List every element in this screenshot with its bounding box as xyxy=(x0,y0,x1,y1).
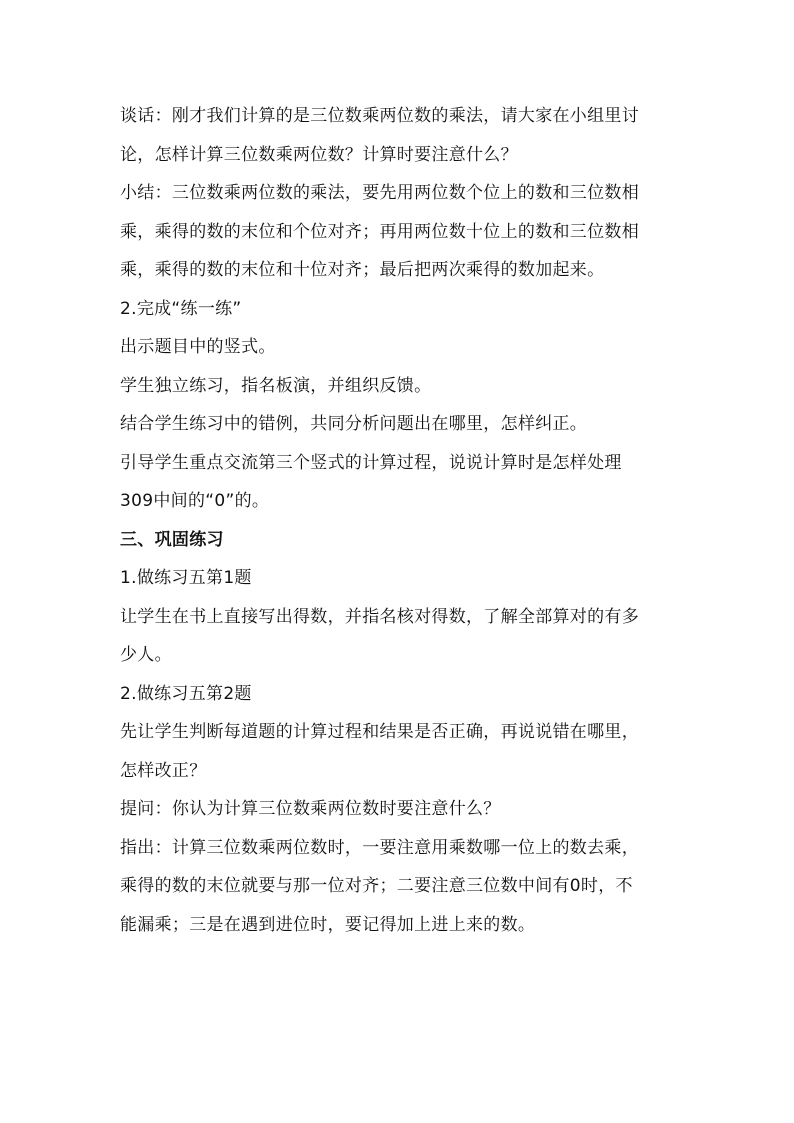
paragraph-line: 提问：你认为计算三位数乘两位数时要注意什么？ xyxy=(120,799,501,819)
paragraph-line: 能漏乘；三是在遇到进位时，要记得加上进上来的数。 xyxy=(120,914,536,935)
paragraph-line: 先让学生判断每道题的计算过程和结果是否正确，再说说错在哪里， xyxy=(120,722,639,742)
paragraph-line: 出示题目中的竖式。 xyxy=(120,337,276,357)
paragraph-line: 乘，乘得的数的末位和十位对齐；最后把两次乘得的数加起来。 xyxy=(120,260,605,280)
paragraph-line: 309中间的“0”的。 xyxy=(120,491,270,511)
subsection-heading: 2.完成“练一练” xyxy=(120,298,242,319)
paragraph-line: 小结：三位数乘两位数的乘法，要先用两位数个位上的数和三位数相 xyxy=(120,183,639,203)
section-heading: 三、巩固练习 xyxy=(120,529,224,550)
paragraph-line: 论，怎样计算三位数乘两位数？计算时要注意什么？ xyxy=(120,144,518,165)
paragraph-line: 怎样改正？ xyxy=(120,760,207,781)
paragraph-line: 指出：计算三位数乘两位数时，一要注意用乘数哪一位上的数去乘， xyxy=(120,837,639,858)
paragraph-line: 乘，乘得的数的末位和个位对齐；再用两位数十位上的数和三位数相 xyxy=(120,221,639,242)
paragraph-line: 谈话：刚才我们计算的是三位数乘两位数的乘法，请大家在小组里讨 xyxy=(120,106,639,126)
paragraph-line: 让学生在书上直接写出得数，并指名核对得数，了解全部算对的有多 xyxy=(120,606,639,627)
document-body xyxy=(120,97,680,944)
paragraph-line: 学生独立练习，指名板演，并组织反馈。 xyxy=(120,375,432,396)
paragraph-line: 结合学生练习中的错例，共同分析问题出在哪里，怎样纠正。 xyxy=(120,414,588,434)
subsection-heading: 2.做练习五第2题 xyxy=(120,683,252,704)
paragraph-line: 乘得的数的末位就要与那一位对齐；二要注意三位数中间有0时，不 xyxy=(120,876,633,896)
paragraph-line: 引导学生重点交流第三个竖式的计算过程，说说计算时是怎样处理 xyxy=(120,452,622,473)
subsection-heading: 1.做练习五第1题 xyxy=(120,568,252,588)
paragraph-line: 少人。 xyxy=(120,645,172,665)
